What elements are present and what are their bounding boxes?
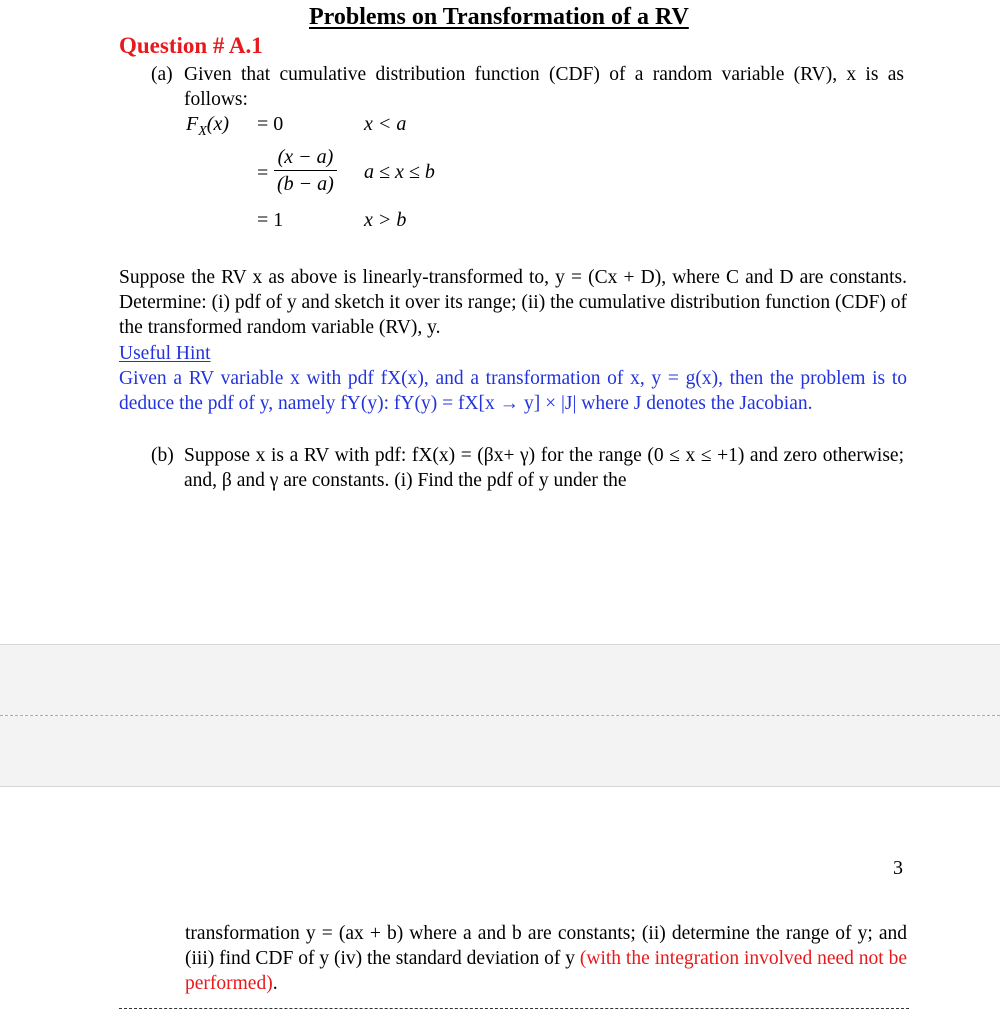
part-b-continued bbox=[185, 921, 907, 996]
end-dashed-separator bbox=[119, 1008, 909, 1009]
page-gap-lower bbox=[0, 716, 1000, 786]
part-a-intro-text: Given that cumulative distribution function (CDF) of a random variable (RV), x is as follows: bbox=[184, 64, 904, 110]
hint-text: Given a RV variable x with pdf fX(x), and a transformation of x, y = g(x), then the problem is to deduce the pdf of y, namely fY(y): fY(y) = fX[x → y] × |J| where J denotes the Jacobian. bbox=[119, 368, 907, 414]
page-break-bottom-rule bbox=[0, 786, 1000, 787]
part-b-continued-text: transformation y = (ax + b) where a and b are constants; (ii) determine the range of y; and (iii) find CDF of y (iv) the standard deviation of y bbox=[185, 923, 907, 969]
question-heading: Question # A.1 bbox=[119, 33, 263, 58]
part-a-label: (a) bbox=[151, 64, 173, 85]
page-gap-upper bbox=[0, 645, 1000, 715]
cdf-row2-denominator: (b − a) bbox=[277, 173, 334, 195]
cdf-row1-condition: x < a bbox=[364, 113, 407, 135]
part-b-end-punct: . bbox=[272, 973, 278, 994]
cdf-row2-fraction bbox=[274, 146, 337, 196]
part-a-question: Suppose the RV x as above is linearly-transformed to, y = (Cx + D), where C and D are constants. Determine: (i) pdf of y and sketch it over its range; (ii) the cumulative distribution function (CDF) of the transformed random variable (RV), y. bbox=[119, 267, 907, 338]
cdf-row2-numerator: (x − a) bbox=[274, 146, 337, 171]
cdf-row3-value: = 1 bbox=[257, 209, 284, 231]
cdf-row1-value: = 0 bbox=[257, 113, 284, 135]
page-number: 3 bbox=[893, 857, 903, 879]
part-b-red-note: (with the integration involved need not be performed) bbox=[185, 948, 907, 994]
cdf-lhs: $F_X(x)$ bbox=[186, 113, 229, 139]
part-b-label: (b) bbox=[151, 445, 174, 466]
part-a-intro bbox=[151, 62, 908, 112]
part-b-text-body: Suppose x is a RV with pdf: fX(x) = (βx+ γ) for the range (0 ≤ x ≤ +1) and zero otherwise; and, β and γ are constants. (i) Find the pdf of y under the bbox=[184, 445, 904, 491]
part-b-text bbox=[151, 443, 908, 493]
useful-hint-link[interactable]: Useful Hint bbox=[119, 343, 211, 364]
cdf-row3-condition: x > b bbox=[364, 209, 407, 231]
cdf-row2-condition: a ≤ x ≤ b bbox=[364, 161, 435, 183]
page-title: Problems on Transformation of a RV bbox=[309, 4, 689, 30]
cdf-row2-equals: = bbox=[257, 162, 269, 184]
